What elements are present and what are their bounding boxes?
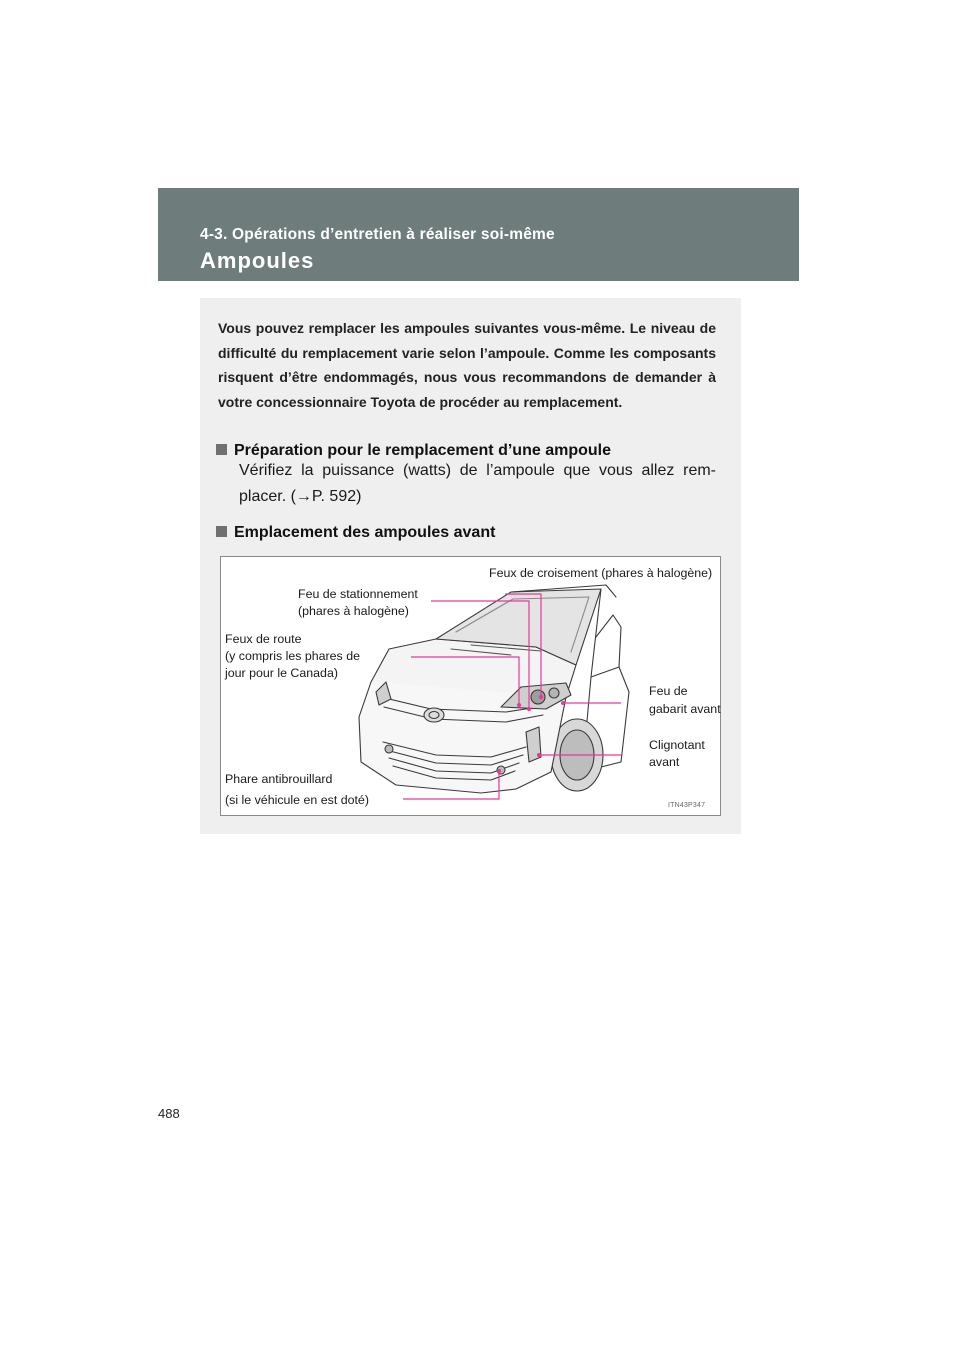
intro-paragraph: Vous pouvez remplacer les ampoules suivantes vous-même. Le niveau de difficulté du remplacement varie selon l’ampoule. Comme les composants risquent d’être endommagés, nous vous recommandons de demander à votre concessionnaire Toyota de procéder au remplacement. bbox=[218, 320, 716, 411]
page-title: Ampoules bbox=[200, 248, 315, 273]
label-high-beam-line3: jour pour le Canada) bbox=[225, 666, 338, 680]
label-fog-line2: (si le véhicule en est doté) bbox=[225, 793, 369, 807]
section-header bbox=[158, 188, 799, 281]
label-parking-line2: (phares à halogène) bbox=[298, 604, 409, 618]
label-fog-line1: Phare antibrouillard bbox=[225, 772, 333, 786]
subheading-text: Préparation pour le remplacement d’une ampoule bbox=[234, 442, 611, 459]
content-panel bbox=[200, 298, 741, 834]
label-high-beam-line2: (y compris les phares de bbox=[225, 649, 360, 663]
subheading-front-bulbs bbox=[216, 524, 495, 542]
subheading-text: Emplacement des ampoules avant bbox=[234, 524, 496, 541]
square-bullet-icon bbox=[216, 526, 227, 537]
label-side-marker-line1: Feu de bbox=[649, 684, 688, 698]
square-bullet-icon bbox=[216, 444, 227, 455]
front-bulbs-figure bbox=[220, 556, 721, 816]
label-parking-line1: Feu de stationnement bbox=[298, 587, 418, 601]
section-number: 4-3. Opérations d’entretien à réaliser soi-même bbox=[200, 226, 555, 243]
label-low-beam: Feux de croisement (phares à halogène) bbox=[489, 566, 713, 580]
label-high-beam-line1: Feux de route bbox=[225, 632, 302, 646]
page-number: 488 bbox=[158, 1106, 180, 1121]
label-turn-line2: avant bbox=[649, 755, 680, 769]
label-turn-line1: Clignotant bbox=[649, 738, 705, 752]
figure-code: ITN43P347 bbox=[668, 802, 706, 809]
preparation-text: Vérifiez la puissance (watts) de l’ampoule que vous allez rem-placer. (→P. 592) bbox=[239, 462, 716, 505]
label-side-marker-line2: gabarit avant bbox=[649, 702, 721, 716]
